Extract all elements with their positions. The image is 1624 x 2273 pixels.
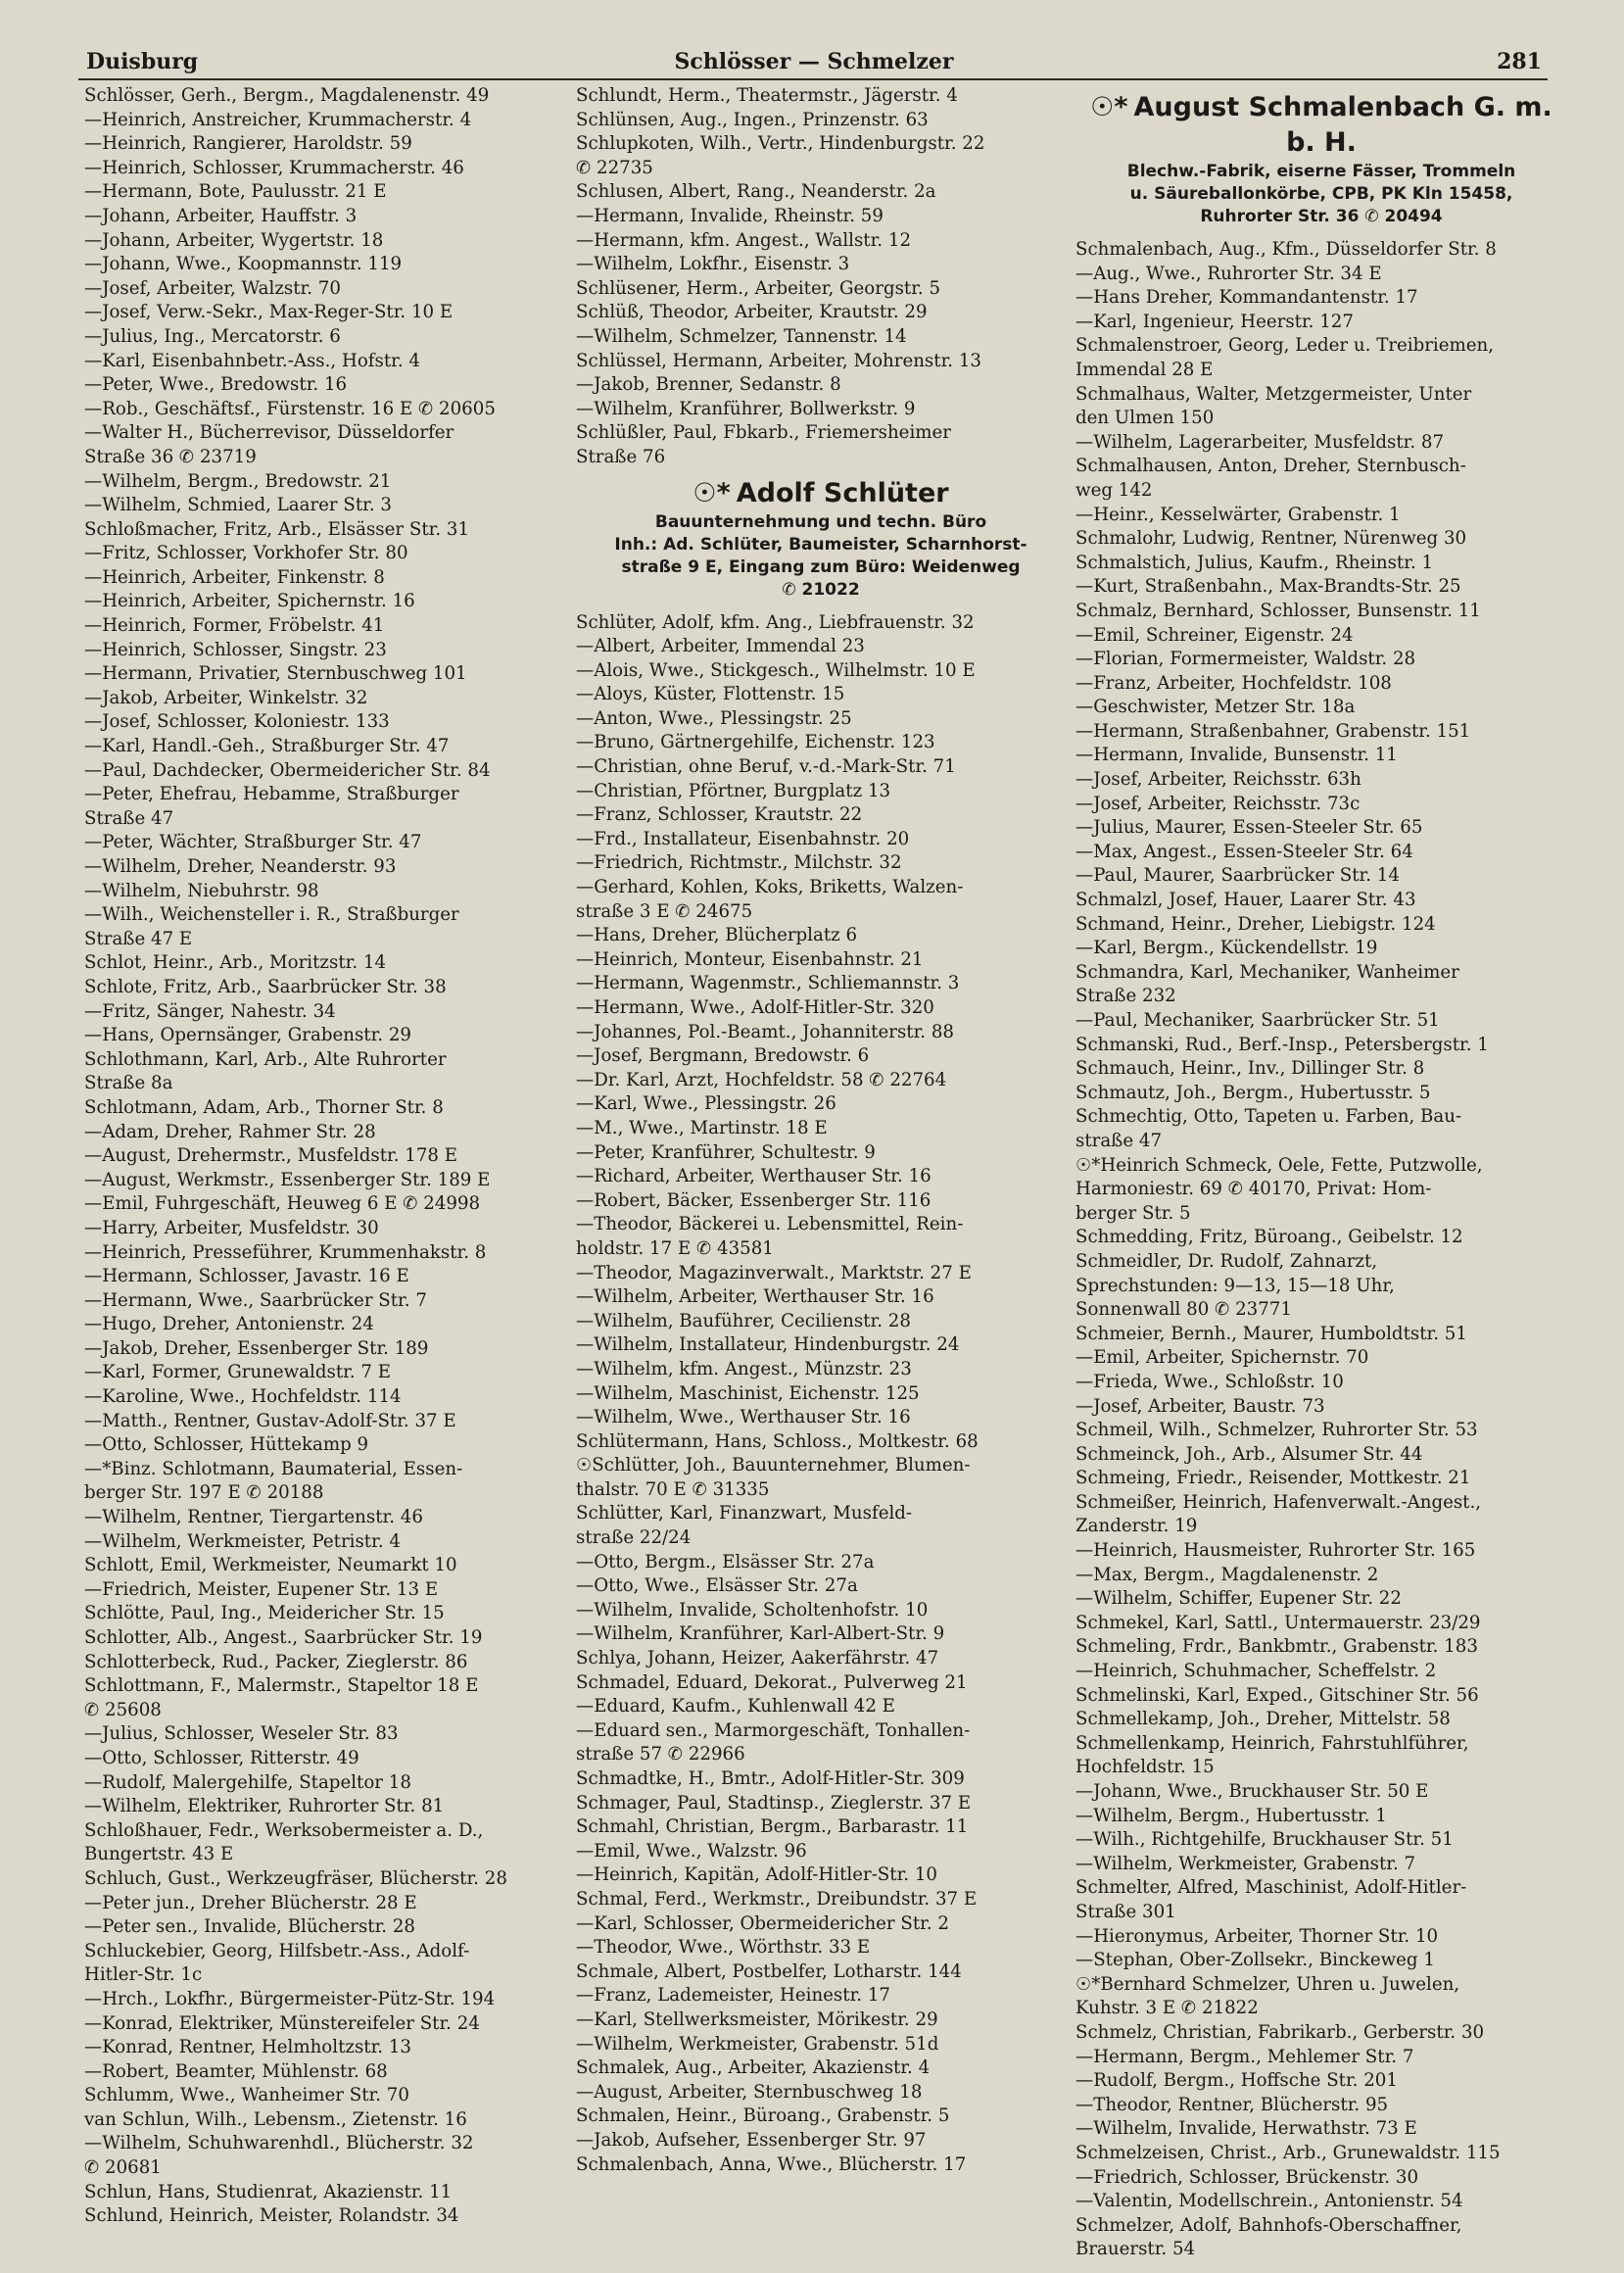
directory-entry: Schlottmann, F., Malermstr., Stapeltor 18 E	[84, 1675, 479, 1697]
page-header	[86, 45, 1542, 80]
ad-schmalenbach-line: u. Säureballonkörbe, CPB, PK Kln 15458,	[1129, 184, 1513, 204]
directory-entry: —Paul, Maurer, Saarbrücker Str. 14	[1075, 865, 1400, 887]
directory-entry: Schlotmann, Adam, Arb., Thorner Str. 8	[84, 1096, 444, 1118]
directory-entry: Schlotterbeck, Rud., Packer, Zieglerstr. 86	[84, 1651, 468, 1672]
directory-entry: Schmanski, Rud., Berf.-Insp., Petersbergstr. 1	[1075, 1034, 1489, 1055]
directory-entry: —Hermann, Bergm., Mehlemer Str. 7	[1075, 2046, 1414, 2067]
directory-entry: Schmeidler, Dr. Rudolf, Zahnarzt,	[1075, 1250, 1378, 1272]
directory-entry: Schmalhaus, Walter, Metzgermeister, Unter	[1075, 383, 1472, 405]
directory-entry: —Aloys, Küster, Flottenstr. 15	[576, 684, 845, 705]
directory-entry: —Karl, Handl.-Geh., Straßburger Str. 47	[84, 736, 450, 757]
directory-entry: —Hans, Dreher, Blücherplatz 6	[576, 925, 858, 946]
directory-entry: —Emil, Wwe., Walzstr. 96	[576, 1840, 807, 1862]
directory-entry: —Hermann, Invalide, Rheinstr. 59	[576, 205, 884, 226]
directory-entry: —Heinrich, Former, Fröbelstr. 41	[84, 615, 385, 637]
header-rule	[78, 78, 1548, 80]
directory-entry: —Heinrich, Anstreicher, Krummacherstr. 4	[84, 109, 472, 130]
directory-entry: —Heinr., Kesselwärter, Grabenstr. 1	[1075, 504, 1401, 525]
directory-entry: Schmautz, Joh., Bergm., Hubertusstr. 5	[1075, 1082, 1431, 1103]
column-2	[576, 84, 1066, 2177]
directory-entry: Schmand, Heinr., Dreher, Liebigstr. 124	[1075, 913, 1436, 935]
directory-entry: —Otto, Bergm., Elsässer Str. 27a	[576, 1551, 875, 1572]
directory-entry: Schlüßler, Paul, Fbkarb., Friemersheimer	[576, 422, 951, 444]
directory-entry: —Wilhelm, Dreher, Neanderstr. 93	[84, 856, 397, 877]
directory-entry: Sonnenwall 80 ✆ 23771	[1075, 1299, 1292, 1321]
directory-entry: Schmale, Albert, Postbelfer, Lotharstr. 144	[576, 1960, 962, 1982]
directory-entry: —Hermann, Wwe., Saarbrücker Str. 7	[84, 1289, 427, 1311]
ad-august-schmalenbach	[1075, 84, 1567, 238]
directory-entry: ✆ 25608	[84, 1699, 162, 1720]
directory-entry: —Karl, Former, Grunewaldstr. 7 E	[84, 1362, 392, 1383]
directory-entry: —Heinrich, Presseführer, Krummenhakstr. 8	[84, 1241, 487, 1263]
directory-entry: —Bruno, Gärtnergehilfe, Eichenstr. 123	[576, 732, 935, 753]
directory-entry: Schmauch, Heinr., Inv., Dillinger Str. 8	[1075, 1058, 1425, 1080]
directory-entry: —Wilhelm, Installateur, Hindenburgstr. 24	[576, 1334, 960, 1356]
directory-entry: Schmalzl, Josef, Hauer, Laarer Str. 43	[1075, 890, 1416, 911]
directory-entry: —Julius, Maurer, Essen-Steeler Str. 65	[1075, 817, 1423, 839]
directory-entry: —Johann, Arbeiter, Wygertstr. 18	[84, 229, 384, 251]
directory-entry: —Julius, Schlosser, Weseler Str. 83	[84, 1723, 399, 1745]
directory-entry: Schmekel, Karl, Sattl., Untermauerstr. 23/29	[1075, 1612, 1481, 1633]
directory-entry: Schmandra, Karl, Mechaniker, Wanheimer	[1075, 961, 1459, 983]
directory-entry: Straße 36 ✆ 23719	[84, 446, 257, 467]
ad-schmalenbach-line: Blechw.-Fabrik, eiserne Fässer, Trommeln	[1126, 162, 1516, 181]
column-1	[84, 84, 562, 2229]
directory-entry: —Christian, ohne Beruf, v.-d.-Mark-Str. 71	[576, 756, 956, 778]
directory-entry: —Eduard sen., Marmorgeschäft, Tonhallen-	[576, 1719, 971, 1741]
directory-entry: —Robert, Bäcker, Essenberger Str. 116	[576, 1189, 931, 1211]
column-3	[1075, 84, 1567, 2262]
directory-entry: Schlumm, Wwe., Wanheimer Str. 70	[84, 2085, 409, 2106]
directory-entry: —Wilhelm, Schmelzer, Tannenstr. 14	[576, 325, 907, 347]
directory-entry: —Matth., Rentner, Gustav-Adolf-Str. 37 E	[84, 1410, 456, 1431]
directory-entry: —Hermann, Invalide, Bunsenstr. 11	[1075, 745, 1398, 766]
directory-entry: —Anton, Wwe., Plessingstr. 25	[576, 707, 852, 729]
directory-entry: Schlot, Heinr., Arb., Moritzstr. 14	[84, 952, 387, 974]
directory-entry: Kuhstr. 3 E ✆ 21822	[1075, 1998, 1259, 2019]
directory-entry: berger Str. 197 E ✆ 20188	[84, 1482, 324, 1504]
directory-entry: Schlüssel, Hermann, Arbeiter, Mohrenstr. 13	[576, 350, 981, 371]
cross-emblem-icon: ☉*	[693, 477, 731, 508]
directory-entry: —Johann, Wwe., Koopmannstr. 119	[84, 254, 403, 275]
directory-entry: —Wilhelm, kfm. Angest., Münzstr. 23	[576, 1358, 912, 1379]
directory-entry: Straße 232	[1075, 986, 1176, 1007]
directory-entry: Schlya, Johann, Heizer, Aakerfährstr. 47	[576, 1648, 939, 1669]
directory-entry: —Otto, Schlosser, Hüttekamp 9	[84, 1434, 369, 1456]
directory-entry: —Josef, Verw.-Sekr., Max-Reger-Str. 10 E	[84, 302, 454, 323]
directory-entry: Schluch, Gust., Werkzeugfräser, Blücherstr. 28	[84, 1867, 507, 1889]
directory-entry: Schmelz, Christian, Fabrikarb., Gerberstr. 30	[1075, 2021, 1485, 2043]
column-2-top-entries	[576, 84, 1066, 470]
directory-entry: Schlusen, Albert, Rang., Neanderstr. 2a	[576, 181, 936, 203]
directory-entry: Straße 47	[84, 807, 174, 829]
directory-entry: —Josef, Arbeiter, Walzstr. 70	[84, 277, 341, 299]
directory-entry: —Jakob, Dreher, Essenberger Str. 189	[84, 1337, 429, 1359]
directory-entry: —Wilhelm, Arbeiter, Werthauser Str. 16	[576, 1286, 934, 1308]
directory-entry: Harmoniestr. 69 ✆ 40170, Privat: Hom-	[1075, 1179, 1432, 1200]
directory-entry: —Emil, Arbeiter, Spichernstr. 70	[1075, 1347, 1369, 1369]
directory-entry: —*Binz. Schlotmann, Baumaterial, Essen-	[84, 1458, 463, 1479]
directory-entry: —Peter sen., Invalide, Blücherstr. 28	[84, 1916, 415, 1938]
directory-entry: —Karoline, Wwe., Hochfeldstr. 114	[84, 1386, 402, 1408]
directory-entry: —Karl, Bergm., Kückendellstr. 19	[1075, 938, 1378, 959]
directory-entry: Schmeil, Wilh., Schmelzer, Ruhrorter Str. 53	[1075, 1420, 1478, 1441]
directory-entry: den Ulmen 150	[1075, 408, 1215, 429]
directory-entry: —Hermann, kfm. Angest., Wallstr. 12	[576, 229, 912, 251]
directory-entry: Schmadel, Eduard, Dekorat., Pulverweg 21	[576, 1671, 968, 1693]
directory-entry: —Paul, Mechaniker, Saarbrücker Str. 51	[1075, 1010, 1440, 1031]
directory-entry: —Friedrich, Schlosser, Brückenstr. 30	[1075, 2166, 1419, 2188]
directory-entry: ✆ 22735	[576, 157, 653, 178]
directory-entry: Schlotter, Alb., Angest., Saarbrücker Str. 19	[84, 1627, 483, 1648]
directory-entry: —Wilhelm, Invalide, Herwathstr. 73 E	[1075, 2118, 1417, 2140]
directory-entry: —Wilhelm, Bergm., Bredowstr. 21	[84, 470, 392, 492]
directory-entry: —Rudolf, Bergm., Hoffsche Str. 201	[1075, 2070, 1398, 2092]
directory-entry: Schmalenbach, Aug., Kfm., Düsseldorfer Str. 8	[1075, 239, 1497, 260]
directory-entry: straße 3 E ✆ 24675	[576, 900, 753, 922]
directory-entry: Straße 76	[576, 446, 666, 467]
directory-entry: —Hermann, Privatier, Sternbuschweg 101	[84, 663, 467, 685]
directory-entry: Schmalohr, Ludwig, Rentner, Nürenweg 30	[1075, 528, 1467, 550]
directory-entry: ☉*Bernhard Schmelzer, Uhren u. Juwelen,	[1075, 1973, 1460, 1995]
directory-entry: —Paul, Dachdecker, Obermeidericher Str. 84	[84, 759, 491, 781]
directory-entry: Schmager, Paul, Stadtinsp., Zieglerstr. 37 E	[576, 1792, 972, 1814]
directory-entry: Schmechtig, Otto, Tapeten u. Farben, Bau-	[1075, 1106, 1462, 1128]
directory-entry: Schmeinck, Joh., Arb., Alsumer Str. 44	[1075, 1443, 1423, 1465]
directory-entry: —Johann, Arbeiter, Hauffstr. 3	[84, 205, 358, 226]
directory-entry: —Hrch., Lokfhr., Bürgermeister-Pütz-Str. 194	[84, 1988, 496, 2009]
directory-entry: —Albert, Arbeiter, Immendal 23	[576, 636, 865, 657]
directory-entry: —Wilhelm, Bauführer, Cecilienstr. 28	[576, 1310, 911, 1331]
directory-entry: —Walter H., Bücherrevisor, Düsseldorfer	[84, 422, 454, 444]
directory-entry: —Franz, Lademeister, Heinestr. 17	[576, 1985, 890, 2007]
directory-entry: —Wilhelm, Bergm., Hubertusstr. 1	[1075, 1805, 1387, 1826]
directory-entry: Schlupkoten, Wilh., Vertr., Hindenburgstr. 22	[576, 133, 985, 155]
directory-entry: Schmal, Ferd., Werkmstr., Dreibundstr. 37 E	[576, 1888, 978, 1910]
directory-entry: —Theodor, Magazinverwalt., Marktstr. 27 E	[576, 1262, 972, 1283]
directory-entry: —Robert, Beamter, Mühlenstr. 68	[84, 2060, 388, 2082]
directory-entry: Schlünsen, Aug., Ingen., Prinzenstr. 63	[576, 109, 929, 130]
directory-entry: Straße 47 E	[84, 928, 193, 949]
directory-entry: Schlun, Hans, Studienrat, Akazienstr. 11	[84, 2181, 453, 2202]
directory-entry: —Geschwister, Metzer Str. 18a	[1075, 697, 1356, 718]
directory-entry: Brauerstr. 54	[1075, 2239, 1196, 2260]
directory-entry: Schmalenbach, Anna, Wwe., Blücherstr. 17	[576, 2153, 967, 2175]
directory-entry: —Franz, Arbeiter, Hochfeldstr. 108	[1075, 672, 1392, 694]
directory-entry: —Adam, Dreher, Rahmer Str. 28	[84, 1121, 376, 1142]
directory-entry: —Theodor, Bäckerei u. Lebensmittel, Rein-	[576, 1214, 964, 1235]
directory-entry: —Stephan, Ober-Zollsekr., Binckeweg 1	[1075, 1950, 1435, 1971]
directory-entry: straße 47	[1075, 1130, 1163, 1151]
directory-entry: Schlote, Fritz, Arb., Saarbrücker Str. 38	[84, 976, 447, 997]
directory-entry: —Julius, Ing., Mercatorstr. 6	[84, 325, 341, 347]
directory-entry: Schluckebier, Georg, Hilfsbetr.-Ass., Adolf-	[84, 1940, 470, 1961]
header-city: Duisburg	[86, 49, 199, 74]
directory-entry: —Frieda, Wwe., Schloßstr. 10	[1075, 1371, 1344, 1392]
ad-schlueter-line: ✆ 21022	[782, 579, 860, 600]
directory-entry: —Josef, Arbeiter, Reichsstr. 63h	[1075, 769, 1361, 791]
directory-entry: Schmadtke, H., Bmtr., Adolf-Hitler-Str. 309	[576, 1768, 965, 1789]
directory-entry: —Karl, Ingenieur, Heerstr. 127	[1075, 311, 1354, 332]
directory-entry: —Emil, Schreiner, Eigenstr. 24	[1075, 624, 1354, 646]
directory-entry: Schmeling, Frdr., Bankbmtr., Grabenstr. 183	[1075, 1636, 1478, 1658]
directory-entry: —Fritz, Schlosser, Vorkhofer Str. 80	[84, 543, 408, 564]
directory-entry: Schmalstich, Julius, Kaufm., Rheinstr. 1	[1075, 552, 1434, 573]
directory-entry: —Harry, Arbeiter, Musfeldstr. 30	[84, 1217, 379, 1238]
directory-entry: straße 57 ✆ 22966	[576, 1744, 745, 1765]
directory-entry: thalstr. 70 E ✆ 31335	[576, 1478, 770, 1500]
directory-entry: Straße 8a	[84, 1073, 173, 1094]
directory-entry: —Peter, Ehefrau, Hebamme, Straßburger	[84, 784, 459, 805]
directory-entry: —Karl, Eisenbahnbetr.-Ass., Hofstr. 4	[84, 350, 421, 371]
directory-entry: —Wilhelm, Rentner, Tiergartenstr. 46	[84, 1507, 423, 1528]
ad-schlueter-line: Bauunternehmung und techn. Büro	[654, 511, 987, 532]
directory-entry: —Fritz, Sänger, Nahestr. 34	[84, 1000, 336, 1022]
directory-entry: —Heinrich, Arbeiter, Finkenstr. 8	[84, 566, 385, 588]
directory-entry: —Florian, Formermeister, Waldstr. 28	[1075, 649, 1416, 670]
directory-entry: —Konrad, Rentner, Helmholtzstr. 13	[84, 2037, 412, 2058]
directory-entry: —Wilhelm, Werkmeister, Grabenstr. 7	[1075, 1853, 1416, 1874]
directory-entry: Schlütter, Karl, Finanzwart, Musfeld-	[576, 1503, 913, 1524]
directory-entry: Schmellekamp, Joh., Dreher, Mittelstr. 58	[1075, 1709, 1451, 1730]
directory-entry: —Wilh., Richtgehilfe, Bruckhauser Str. 51	[1075, 1829, 1454, 1851]
directory-entry: —Heinrich, Monteur, Eisenbahnstr. 21	[576, 948, 924, 970]
directory-entry: van Schlun, Wilh., Lebensm., Zietenstr. 16	[84, 2108, 467, 2130]
directory-entry: Hitler-Str. 1c	[84, 1964, 203, 1986]
directory-entry: —Johann, Wwe., Bruckhauser Str. 50 E	[1075, 1781, 1429, 1802]
ad-schlueter-line: straße 9 E, Eingang zum Büro: Weidenweg	[621, 556, 1021, 577]
directory-entry: —Aug., Wwe., Ruhrorter Str. 34 E	[1075, 263, 1382, 284]
directory-entry: —Wilhelm, Niebuhrstr. 98	[84, 880, 319, 901]
directory-entry: —Hermann, Wagenmstr., Schliemannstr. 3	[576, 973, 960, 994]
directory-entry: ☉Schlütter, Joh., Bauunternehmer, Blumen-	[576, 1455, 971, 1476]
directory-entry: —Otto, Schlosser, Ritterstr. 49	[84, 1747, 359, 1768]
directory-entry: Schlüter, Adolf, kfm. Ang., Liebfrauenstr. 32	[576, 611, 975, 633]
directory-entry: —Josef, Arbeiter, Baustr. 73	[1075, 1395, 1325, 1417]
directory-entry: Schmeing, Friedr., Reisender, Mottkestr. 21	[1075, 1468, 1471, 1489]
directory-entry: Schlötte, Paul, Ing., Meidericher Str. 15	[84, 1603, 445, 1624]
directory-entry: —Frd., Installateur, Eisenbahnstr. 20	[576, 828, 910, 849]
directory-entry: Schlott, Emil, Werkmeister, Neumarkt 10	[84, 1555, 457, 1576]
directory-entry: Schmedding, Fritz, Büroang., Geibelstr. 12	[1075, 1227, 1463, 1248]
directory-entry: —Jakob, Aufseher, Essenberger Str. 97	[576, 2129, 927, 2151]
directory-entry: —Otto, Wwe., Elsässer Str. 27a	[576, 1575, 858, 1597]
directory-entry: —Theodor, Rentner, Blücherstr. 95	[1075, 2094, 1389, 2115]
directory-entry: —Konrad, Elektriker, Münstereifeler Str. 24	[84, 2012, 480, 2034]
directory-entry: —Peter, Kranführer, Schultestr. 9	[576, 1141, 876, 1163]
directory-entry: —Wilhelm, Lokfhr., Eisenstr. 3	[576, 254, 850, 275]
directory-entry: Hochfeldstr. 15	[1075, 1757, 1215, 1778]
directory-entry: —Dr. Karl, Arzt, Hochfeldstr. 58 ✆ 22764	[576, 1069, 947, 1090]
directory-entry: Schmeier, Bernh., Maurer, Humboldtstr. 51	[1075, 1323, 1467, 1344]
directory-entry: Immendal 28 E	[1075, 359, 1214, 380]
directory-entry: —Josef, Bergmann, Bredowstr. 6	[576, 1045, 870, 1067]
directory-entry: —Friedrich, Richtmstr., Milchstr. 32	[576, 852, 902, 874]
directory-entry: —Heinrich, Schlosser, Krummacherstr. 46	[84, 157, 464, 178]
directory-entry: —Kurt, Straßenbahn., Max-Brandts-Str. 25	[1075, 576, 1461, 598]
directory-entry: —August, Drehermstr., Musfeldstr. 178 E	[84, 1145, 458, 1167]
directory-entry: —Josef, Arbeiter, Reichsstr. 73c	[1075, 793, 1361, 814]
directory-entry: —Theodor, Wwe., Wörthstr. 33 E	[576, 1937, 871, 1959]
directory-entry: —Gerhard, Kohlen, Koks, Briketts, Walzen-	[576, 877, 964, 898]
directory-entry: Schmelzeisen, Christ., Arb., Grunewaldstr. 115	[1075, 2142, 1501, 2163]
directory-entry: —Heinrich, Rangierer, Haroldstr. 59	[84, 133, 412, 155]
directory-entry: —Heinrich, Arbeiter, Spichernstr. 16	[84, 591, 415, 612]
directory-entry: —Max, Angest., Essen-Steeler Str. 64	[1075, 841, 1413, 862]
directory-entry: —Max, Bergm., Magdalenenstr. 2	[1075, 1564, 1379, 1585]
directory-entry: —Valentin, Modellschrein., Antonienstr. 54	[1075, 2191, 1463, 2212]
directory-entry: Schloßhauer, Fedr., Werksobermeister a. D.,	[84, 1819, 484, 1841]
directory-entry: —Eduard, Kaufm., Kuhlenwall 42 E	[576, 1696, 895, 1717]
directory-entry: —Wilh., Weichensteller i. R., Straßburger	[84, 904, 459, 926]
header-section-range: Schlösser — Schmelzer	[674, 49, 954, 74]
directory-entry: Sprechstunden: 9—13, 15—18 Uhr,	[1075, 1275, 1395, 1296]
directory-entry: Schlüß, Theodor, Arbeiter, Krautstr. 29	[576, 302, 928, 323]
directory-entry: Schloßmacher, Fritz, Arb., Elsässer Str. 31	[84, 518, 470, 540]
directory-entry: Schmellenkamp, Heinrich, Fahrstuhlführer,	[1075, 1732, 1469, 1754]
directory-entry: Schmelinski, Karl, Exped., Gitschiner Str. 56	[1075, 1684, 1479, 1706]
directory-entry: Schmalz, Bernhard, Schlosser, Bunsenstr. 11	[1075, 600, 1481, 621]
directory-entry: Schlundt, Herm., Theatermstr., Jägerstr. 4	[576, 85, 958, 106]
directory-entry: —Wilhelm, Werkmeister, Petristr. 4	[84, 1530, 401, 1552]
directory-entry: —Heinrich, Hausmeister, Ruhrorter Str. 165	[1075, 1540, 1476, 1562]
directory-entry: —Alois, Wwe., Stickgesch., Wilhelmstr. 10 E	[576, 659, 976, 681]
directory-entry: —Wilhelm, Kranführer, Bollwerkstr. 9	[576, 398, 916, 419]
directory-entry: Schmalhausen, Anton, Dreher, Sternbusch-	[1075, 456, 1466, 477]
directory-entry: Schmalek, Aug., Arbeiter, Akazienstr. 4	[576, 2057, 931, 2079]
directory-entry: —Wilhelm, Elektriker, Ruhrorter Str. 81	[84, 1796, 445, 1817]
header-page-number: 281	[1497, 49, 1542, 74]
ad-schmalenbach-line: Ruhrorter Str. 36 ✆ 20494	[1200, 207, 1443, 226]
directory-entry: —Rob., Geschäftsf., Fürstenstr. 16 E ✆ 20605	[84, 398, 496, 419]
directory-entry: —Heinrich, Schlosser, Singstr. 23	[84, 639, 387, 660]
directory-entry: —M., Wwe., Martinstr. 18 E	[576, 1117, 828, 1138]
directory-entry: ☉*Heinrich Schmeck, Oele, Fette, Putzwolle,	[1075, 1154, 1483, 1176]
directory-entry: —Hans Dreher, Kommandantenstr. 17	[1075, 287, 1418, 309]
directory-entry: —Wilhelm, Invalide, Scholtenhofstr. 10	[576, 1599, 929, 1620]
directory-entry: Schlund, Heinrich, Meister, Rolandstr. 34	[84, 2205, 459, 2227]
directory-entry: —Hans, Opernsänger, Grabenstr. 29	[84, 1025, 412, 1046]
directory-entry: Schmelter, Alfred, Maschinist, Adolf-Hitler-	[1075, 1877, 1467, 1899]
directory-entry: —Wilhelm, Maschinist, Eichenstr. 125	[576, 1382, 920, 1404]
directory-entry: Bungertstr. 43 E	[84, 1844, 234, 1865]
directory-entry: —Franz, Schlosser, Krautstr. 22	[576, 804, 863, 826]
directory-entry: Schlösser, Gerh., Bergm., Magdalenenstr. 49	[84, 85, 490, 106]
directory-entry: —Hermann, Straßenbahner, Grabenstr. 151	[1075, 720, 1471, 742]
directory-entry: —Hermann, Wwe., Adolf-Hitler-Str. 320	[576, 997, 934, 1018]
directory-entry: —August, Arbeiter, Sternbuschweg 18	[576, 2081, 923, 2103]
directory-entry: holdstr. 17 E ✆ 43581	[576, 1237, 774, 1259]
directory-entry: weg 142	[1075, 479, 1153, 501]
directory-entry: —Peter jun., Dreher Blücherstr. 28 E	[84, 1892, 417, 1913]
directory-entry: —Heinrich, Kapitän, Adolf-Hitler-Str. 10	[576, 1864, 937, 1886]
directory-entry: —Peter, Wächter, Straßburger Str. 47	[84, 832, 422, 853]
ad-adolf-schlueter	[576, 470, 1066, 611]
directory-entry: —Hieronymus, Arbeiter, Thorner Str. 10	[1075, 1925, 1439, 1947]
directory-entry: ✆ 20681	[84, 2157, 162, 2179]
directory-entry: —Christian, Pförtner, Burgplatz 13	[576, 780, 891, 801]
directory-entry: —Jakob, Brenner, Sedanstr. 8	[576, 374, 841, 396]
directory-entry: —Johannes, Pol.-Beamt., Johanniterstr. 88	[576, 1021, 954, 1042]
directory-entry: —Karl, Stellwerksmeister, Mörikestr. 29	[576, 2008, 938, 2030]
cross-emblem-icon: ☉*	[1090, 92, 1128, 122]
directory-entry: —Josef, Schlosser, Koloniestr. 133	[84, 711, 390, 733]
directory-entry: Schmahl, Christian, Bergm., Barbarastr. 11	[576, 1816, 969, 1838]
directory-entry: —Wilhelm, Werkmeister, Grabenstr. 51d	[576, 2033, 939, 2055]
directory-entry: —Jakob, Arbeiter, Winkelstr. 32	[84, 687, 368, 708]
directory-entry: Schmalen, Heinr., Büroang., Grabenstr. 5	[576, 2105, 950, 2127]
ad-schlueter-title: ☉* Adolf Schlüter	[576, 476, 1066, 511]
directory-entry: —Wilhelm, Schuhwarenhdl., Blücherstr. 32	[84, 2133, 474, 2154]
directory-entry: Straße 301	[1075, 1901, 1176, 1922]
directory-entry: straße 22/24	[576, 1527, 692, 1549]
directory-entry: —Wilhelm, Schmied, Laarer Str. 3	[84, 495, 392, 516]
directory-entry: —Wilhelm, Kranführer, Karl-Albert-Str. 9	[576, 1623, 945, 1645]
directory-entry: —Hermann, Schlosser, Javastr. 16 E	[84, 1266, 409, 1287]
directory-entry: —Wilhelm, Lagerarbeiter, Musfeldstr. 87	[1075, 431, 1445, 453]
directory-entry: —Richard, Arbeiter, Werthauser Str. 16	[576, 1166, 931, 1187]
directory-entry: —Karl, Schlosser, Obermeidericher Str. 2	[576, 1912, 949, 1934]
directory-entry: —Heinrich, Schuhmacher, Scheffelstr. 2	[1075, 1661, 1437, 1682]
directory-entry: —Emil, Fuhrgeschäft, Heuweg 6 E ✆ 24998	[84, 1193, 481, 1215]
directory-entry: —Karl, Wwe., Plessingstr. 26	[576, 1093, 836, 1115]
directory-entry: Schlothmann, Karl, Arb., Alte Ruhrorter	[84, 1048, 447, 1070]
directory-entry: —Friedrich, Meister, Eupener Str. 13 E	[84, 1578, 439, 1600]
directory-entry: Schmeißer, Heinrich, Hafenverwalt.-Angest.,	[1075, 1491, 1482, 1513]
directory-entry: —August, Werkmstr., Essenberger Str. 189 E	[84, 1169, 491, 1190]
directory-entry: —Wilhelm, Schiffer, Eupener Str. 22	[1075, 1588, 1402, 1610]
column-2-bottom-entries	[576, 611, 1066, 2178]
directory-entry: —Wilhelm, Wwe., Werthauser Str. 16	[576, 1407, 911, 1428]
directory-entry: —Hermann, Bote, Paulusstr. 21 E	[84, 181, 387, 203]
directory-entry: Schmalenstroer, Georg, Leder u. Treibriemen,	[1075, 335, 1495, 357]
directory-entry: berger Str. 5	[1075, 1202, 1191, 1224]
directory-entry: —Peter, Wwe., Bredowstr. 16	[84, 374, 348, 396]
directory-entry: Schmelzer, Adolf, Bahnhofs-Oberschaffner,	[1075, 2214, 1462, 2236]
directory-entry: Schlüsener, Herm., Arbeiter, Georgstr. 5	[576, 277, 941, 299]
ad-schmalenbach-title: ☉* August Schmalenbach G. m. b. H.	[1090, 92, 1552, 158]
directory-entry: Zanderstr. 19	[1075, 1516, 1198, 1537]
directory-entry: —Hugo, Dreher, Antonienstr. 24	[84, 1314, 374, 1335]
ad-schlueter-line: Inh.: Ad. Schlüter, Baumeister, Scharnhorst-	[614, 534, 1027, 555]
column-3-entries	[1075, 238, 1567, 2262]
directory-entry: Schlütermann, Hans, Schloss., Moltkestr. 68	[576, 1430, 979, 1452]
directory-entry: —Rudolf, Malergehilfe, Stapeltor 18	[84, 1771, 411, 1793]
